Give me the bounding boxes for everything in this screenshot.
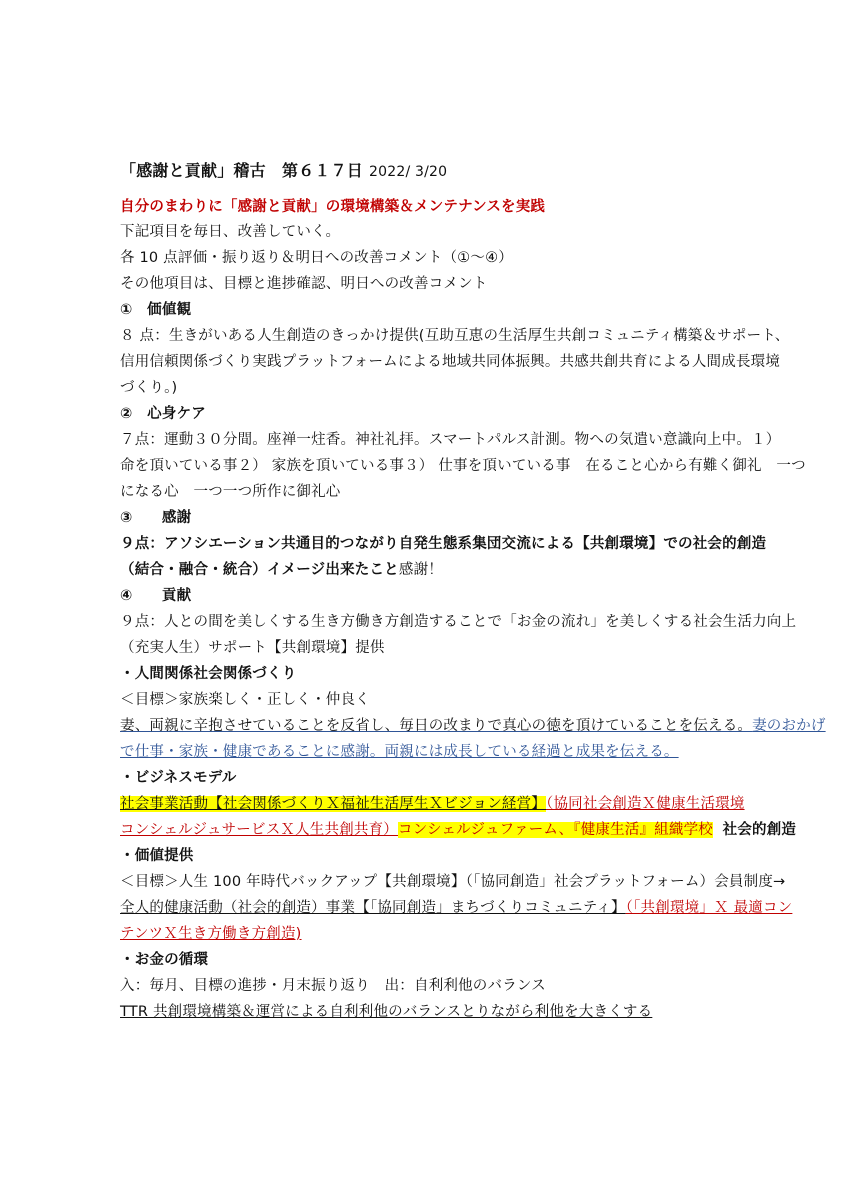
business-line-2 <box>120 820 796 840</box>
section-1-line-2: 信用信頼関係づくり実践プラットフォームによる地域共同体振興。共感共創共育による人間成長環境 <box>120 354 781 370</box>
section-4-line-1: ９点：人との間を美しくする生き方働き方創造することで「お金の流れ」を美しくする社会生活力向上 <box>120 614 797 630</box>
value-heading: ・価値提供 <box>120 848 194 864</box>
section-1-heading: ① 価値観 <box>120 302 192 318</box>
money-heading: ・お金の循環 <box>120 952 209 968</box>
section-4-line-2: （充実人生）サポート【共創環境】提供 <box>120 640 385 656</box>
intro-heading: 自分のまわりに「感謝と貢献」の環境構築＆メンテナンスを実践 <box>120 199 546 215</box>
relations-line-1-text: 妻、両親に辛抱させていることを反省し、毎日の改まりで真心の徳を頂けていることを伝える。 <box>120 718 753 734</box>
section-2-heading: ② 心身ケア <box>120 406 206 422</box>
money-line-2: TTR 共創環境構築＆運営による自利利他のバランスとりながら利他を大きくする <box>120 1004 653 1020</box>
business-heading: ・ビジネスモデル <box>120 770 237 786</box>
page-title <box>120 161 447 182</box>
value-line-2-red: （「共創環境」Ｘ 最適コン <box>625 900 793 916</box>
money-line-1: 入：毎月、目標の進捗・月末振り返り 出：自利利他のバランス <box>120 978 546 994</box>
section-2-line-1: ７点：運動３０分間。座禅一炷香。神社礼拝。スマートパルス計測。物への気遣い意識向上中。１） <box>120 432 781 448</box>
section-1-line-3: づくり。) <box>120 380 178 396</box>
business-line-1 <box>120 794 745 814</box>
section-3-line-2-bold: （結合・融合・統合）イメージ出来たこと <box>120 562 399 578</box>
business-line-1-highlight: 社会事業活動【社会関係づくりＸ福祉生活厚生Ｘビジョン経営】 <box>120 796 547 812</box>
relations-line-1-blue: 妻のおかげ <box>752 718 826 734</box>
value-line-2 <box>120 898 792 918</box>
business-line-1-red: （協同社会創造Ｘ健康生活環境 <box>546 796 745 812</box>
intro-line-1: 下記項目を毎日、改善していく。 <box>120 224 341 240</box>
section-2-line-2: 命を頂いている事２） 家族を頂いている事３） 仕事を頂いている事 在ること心から有難く御礼 一つ <box>120 458 806 474</box>
section-3-line-2-tail: 感謝！ <box>398 562 443 578</box>
relations-line-2: で仕事・家族・健康であることに感謝。両親には成長している経過と成果を伝える。 <box>120 744 679 760</box>
business-line-2-bold: 社会的創造 <box>722 822 797 838</box>
value-line-1: ＜目標＞人生 100 年時代バックアップ【共創環境】（「協同創造」社会プラットフォーム）会員制度→ <box>120 874 786 890</box>
section-1-line-1: ８ 点：生きがいある人生創造のきっかけ提供(互助互恵の生活厚生共創コミュニティ構築＆サポート、 <box>120 328 790 344</box>
value-line-2-text: 全人的健康活動（社会的創造）事業【「協同創造」まちづくりコミュニティ】 <box>120 900 626 916</box>
section-3-line-1: ９点：アソシエーション共通目的つながり自発生態系集団交流による【共創環境】での社会的創造 <box>120 536 767 552</box>
section-4-heading: ④ 貢献 <box>120 588 192 604</box>
relations-line-1 <box>120 716 826 736</box>
relations-heading: ・人間関係社会関係づくり <box>120 666 297 682</box>
intro-line-3: その他項目は、目標と進捗確認、明日への改善コメント <box>120 276 488 292</box>
section-3-heading: ③ 感謝 <box>120 510 192 526</box>
title-text: 「感謝と貢献」稽古 第６１７日 <box>120 161 364 180</box>
business-line-2-red: コンシェルジュサービスＸ人生共創共育） <box>120 822 398 838</box>
section-3-line-2 <box>120 560 443 580</box>
value-line-3: テンツＸ生き方働き方創造) <box>120 926 302 942</box>
title-date: 2022/ 3/20 <box>369 164 448 180</box>
intro-line-2: 各 10 点評価・振り返り＆明日への改善コメント（①～④） <box>120 250 513 266</box>
relations-goal: ＜目標＞家族楽しく・正しく・仲良く <box>120 692 370 708</box>
business-line-2-highlight: コンシェルジュファーム、『健康生活』組織学校 <box>398 822 713 838</box>
section-2-line-3: になる心 一つ一つ所作に御礼心 <box>120 484 341 500</box>
